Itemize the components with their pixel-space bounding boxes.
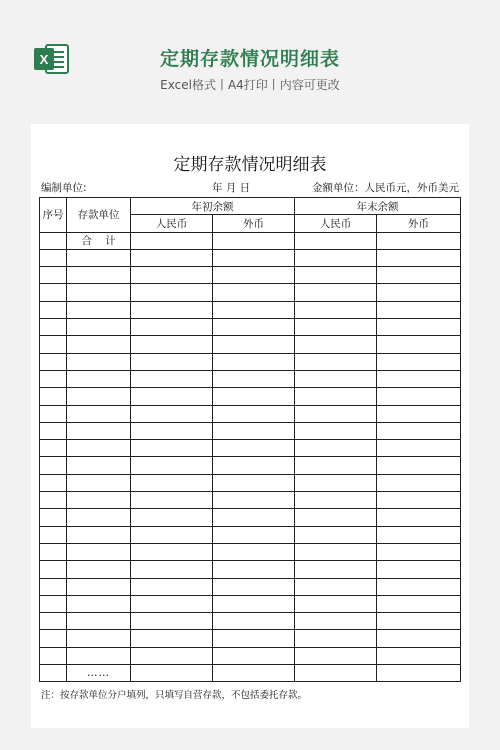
table-cell[interactable] [131,336,213,353]
table-cell[interactable] [67,492,131,509]
table-cell[interactable] [131,353,213,370]
begin-balance-header: 年初余额 [131,198,295,215]
svg-text:X: X [39,52,49,67]
table-cell[interactable] [377,561,461,578]
table-cell[interactable] [377,595,461,612]
table-cell[interactable] [40,370,67,387]
table-cell[interactable] [377,405,461,422]
table-cell[interactable] [295,319,377,336]
table-cell[interactable] [131,630,213,647]
page-header [0,0,500,120]
table-cell[interactable] [40,647,67,664]
table-row [40,509,461,526]
table-cell[interactable] [377,440,461,457]
table-cell[interactable] [131,440,213,457]
table-cell[interactable] [295,561,377,578]
table-cell[interactable] [40,578,67,595]
table-row [40,665,461,682]
table-row [40,578,461,595]
table-row [40,422,461,439]
date-label: 年 月 日 [212,182,251,194]
table-cell[interactable] [40,509,67,526]
table-cell[interactable] [131,422,213,439]
table-cell[interactable] [213,526,295,543]
table-cell[interactable] [295,336,377,353]
table-cell[interactable] [377,284,461,301]
table-cell[interactable] [131,249,213,266]
table-cell[interactable] [67,457,131,474]
table-cell[interactable] [131,232,213,249]
table-cell[interactable] [377,457,461,474]
table-cell[interactable] [213,457,295,474]
table-cell[interactable] [295,613,377,630]
table-cell[interactable] [213,630,295,647]
table-cell[interactable] [131,526,213,543]
table-cell[interactable] [213,647,295,664]
table-cell[interactable] [131,595,213,612]
table-cell[interactable] [67,474,131,491]
table-row [40,561,461,578]
table-cell[interactable] [40,422,67,439]
table-cell[interactable] [377,526,461,543]
table-row [40,249,461,266]
table-cell[interactable] [40,665,67,682]
table-cell[interactable] [40,474,67,491]
footnote: 注：按存款单位分户填列，只填写自营存款，不包括委托存款。 [41,690,308,701]
deposit-table [39,197,461,682]
table-cell[interactable] [67,284,131,301]
table-cell[interactable] [40,630,67,647]
table-cell[interactable] [377,267,461,284]
table-cell[interactable] [295,388,377,405]
table-cell[interactable] [295,353,377,370]
table-cell[interactable] [377,336,461,353]
table-cell[interactable] [131,457,213,474]
table-cell[interactable] [40,301,67,318]
table-cell[interactable] [295,370,377,387]
table-cell[interactable] [131,543,213,560]
total-label: 合 计 [67,232,131,249]
table-cell[interactable] [40,613,67,630]
table-cell[interactable] [131,319,213,336]
begin-fx-header: 外币 [213,215,295,232]
table-cell[interactable] [377,665,461,682]
table-cell[interactable] [67,336,131,353]
table-cell[interactable] [213,336,295,353]
table-cell[interactable] [67,267,131,284]
table-cell[interactable] [213,440,295,457]
table-cell[interactable] [131,492,213,509]
table-cell[interactable] [67,561,131,578]
table-cell[interactable] [131,613,213,630]
table-cell[interactable] [40,267,67,284]
end-fx-header: 外币 [377,215,461,232]
table-row [40,526,461,543]
table-cell[interactable] [213,474,295,491]
seq-header: 序号 [40,198,67,233]
table-row [40,543,461,560]
table-cell[interactable] [131,578,213,595]
table-row [40,474,461,491]
header-row-1 [40,198,461,215]
table-cell[interactable] [67,578,131,595]
table-cell[interactable] [213,319,295,336]
table-cell[interactable] [295,474,377,491]
table-cell[interactable] [213,370,295,387]
table-cell[interactable] [295,647,377,664]
table-cell[interactable] [213,232,295,249]
table-row [40,319,461,336]
unit-header: 存款单位 [67,198,131,233]
document-title: 定期存款情况明细表 [173,155,327,175]
table-row [40,267,461,284]
table-cell[interactable] [295,249,377,266]
table-cell[interactable] [295,665,377,682]
table-cell[interactable] [295,509,377,526]
table-cell[interactable] [295,284,377,301]
table-cell[interactable] [67,440,131,457]
table-cell[interactable] [377,249,461,266]
table-cell[interactable] [295,440,377,457]
table-cell[interactable] [295,405,377,422]
table-cell[interactable] [67,595,131,612]
table-cell[interactable] [131,474,213,491]
table-cell[interactable] [131,405,213,422]
table-cell[interactable] [40,353,67,370]
table-row [40,457,461,474]
table-cell[interactable] [295,578,377,595]
table-cell[interactable] [67,422,131,439]
table-cell[interactable] [67,301,131,318]
table-cell[interactable] [67,249,131,266]
table-body [40,232,461,682]
table-cell[interactable] [131,509,213,526]
table-cell[interactable] [131,370,213,387]
table-cell[interactable] [377,422,461,439]
table-cell[interactable] [40,249,67,266]
table-cell[interactable] [131,647,213,664]
table-cell[interactable] [213,665,295,682]
table-cell[interactable] [295,492,377,509]
table-row [40,388,461,405]
begin-rmb-header: 人民币 [131,215,213,232]
table-cell[interactable] [213,353,295,370]
table-cell[interactable] [40,232,67,249]
table-cell[interactable] [131,284,213,301]
table-cell[interactable] [40,492,67,509]
table-cell[interactable] [213,422,295,439]
table-row [40,630,461,647]
table-row [40,440,461,457]
table-cell[interactable] [213,492,295,509]
page-subtitle: Excel格式丨A4打印丨内容可更改 [160,78,340,92]
table-cell[interactable] [295,267,377,284]
table-cell[interactable] [67,405,131,422]
table-cell[interactable] [295,543,377,560]
table-cell[interactable] [131,267,213,284]
table-cell[interactable] [67,630,131,647]
table-row [40,405,461,422]
table-cell[interactable] [67,647,131,664]
table-cell[interactable] [295,630,377,647]
table-cell[interactable] [131,388,213,405]
table-cell[interactable] [67,353,131,370]
table-row [40,647,461,664]
table-cell[interactable] [40,595,67,612]
table-cell[interactable] [377,509,461,526]
table-cell[interactable] [213,613,295,630]
table-cell[interactable] [213,561,295,578]
table-cell[interactable] [131,665,213,682]
table-cell[interactable] [213,595,295,612]
table-cell[interactable] [295,301,377,318]
table-cell[interactable] [40,561,67,578]
table-cell[interactable] [67,613,131,630]
table-row [40,353,461,370]
table-row [40,595,461,612]
table-cell[interactable] [213,388,295,405]
table-cell[interactable] [67,370,131,387]
table-cell[interactable] [67,509,131,526]
table-cell[interactable] [213,249,295,266]
table-cell[interactable] [40,319,67,336]
table-cell[interactable] [377,492,461,509]
table-cell[interactable] [213,301,295,318]
compiler-label: 编制单位: [41,182,87,194]
end-balance-header: 年末余额 [295,198,461,215]
table-cell[interactable] [213,578,295,595]
table-cell[interactable] [377,388,461,405]
table-cell[interactable] [40,543,67,560]
table-row [40,301,461,318]
table-cell[interactable] [377,232,461,249]
table-cell[interactable] [131,301,213,318]
table-cell[interactable] [213,543,295,560]
table-row [40,492,461,509]
table-cell[interactable] [213,405,295,422]
table-cell[interactable] [131,561,213,578]
table-cell[interactable] [40,284,67,301]
table-cell[interactable] [213,267,295,284]
table-row [40,336,461,353]
table-cell[interactable] [40,388,67,405]
table-cell[interactable] [40,405,67,422]
table-row [40,370,461,387]
end-rmb-header: 人民币 [295,215,377,232]
table-cell[interactable] [40,457,67,474]
table-cell[interactable] [40,336,67,353]
table-cell[interactable] [295,457,377,474]
table-cell[interactable] [67,319,131,336]
table-cell[interactable] [377,613,461,630]
table-cell[interactable] [377,301,461,318]
unit-label: 金额单位：人民币元，外币美元 [312,182,459,194]
table-cell[interactable] [377,370,461,387]
table-row [40,284,461,301]
table-cell[interactable] [40,526,67,543]
table-cell[interactable] [295,422,377,439]
table-cell[interactable] [40,440,67,457]
table-cell[interactable] [295,232,377,249]
table-row [40,613,461,630]
table-cell[interactable] [213,509,295,526]
table-cell[interactable] [377,543,461,560]
table-cell[interactable] [295,595,377,612]
total-row [40,232,461,249]
table-cell[interactable] [67,543,131,560]
table-cell[interactable] [377,630,461,647]
table-cell[interactable] [377,647,461,664]
ellipsis-marker: …… [67,665,131,682]
table-cell[interactable] [67,526,131,543]
page-title: 定期存款情况明细表 [159,48,340,70]
table-cell[interactable] [295,526,377,543]
table-cell[interactable] [67,388,131,405]
table-cell[interactable] [377,319,461,336]
document-sheet [31,124,469,728]
table-cell[interactable] [377,474,461,491]
table-cell[interactable] [377,353,461,370]
table-cell[interactable] [213,284,295,301]
table-cell[interactable] [377,578,461,595]
